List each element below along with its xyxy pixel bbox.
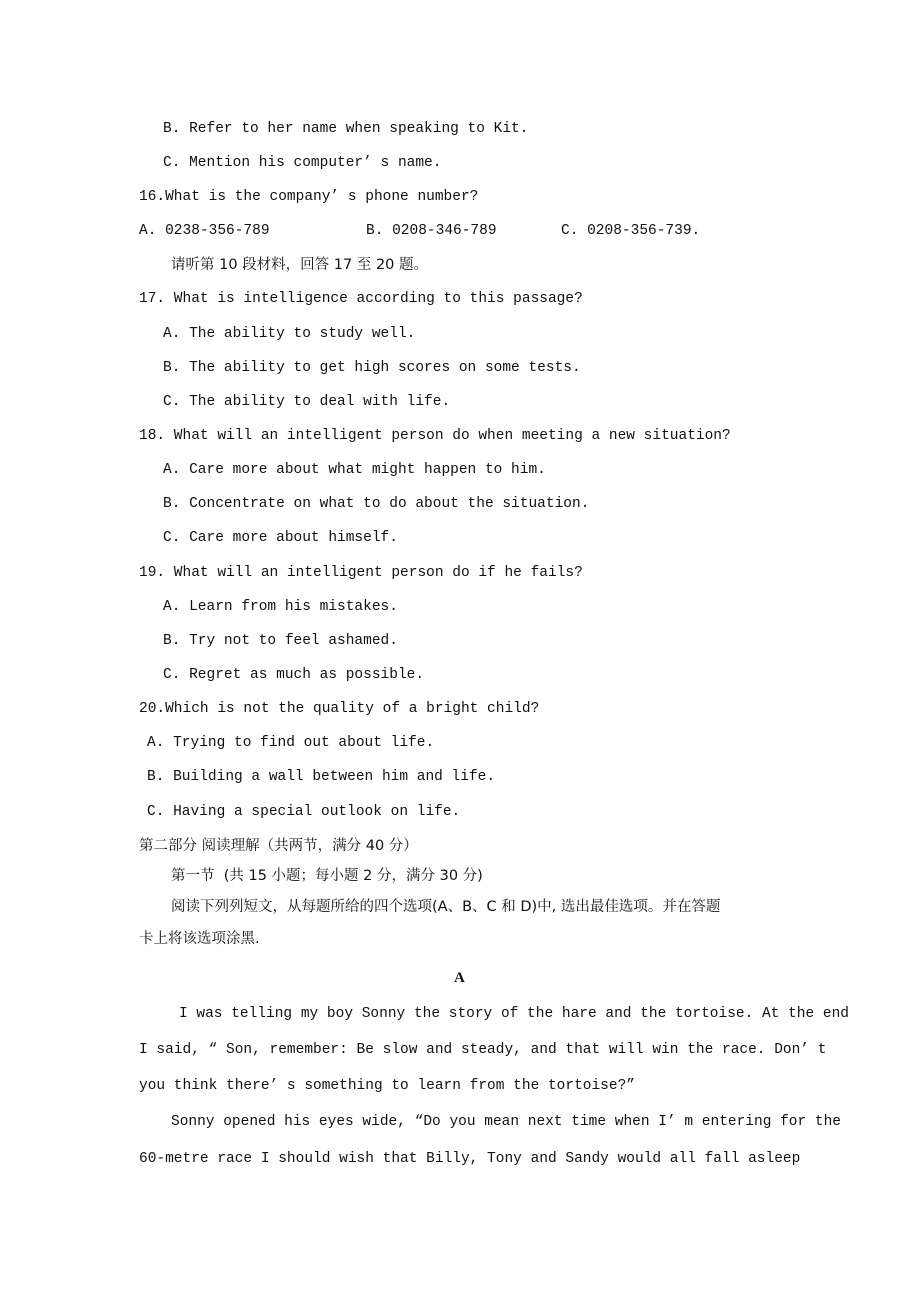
q16-question: 16.What is the company’ s phone number? — [139, 189, 479, 205]
part2-heading: 第二部分 阅读理解（共两节，满分 40 分） — [139, 838, 418, 854]
q18-question: 18. What will an intelligent person do when meeting a new situation? — [139, 428, 731, 444]
passage-line-5: 60-metre race I should wish that Billy, Tony and Sandy would all fall asleep — [139, 1151, 801, 1167]
q18-option-b: B. Concentrate on what to do about the situation. — [163, 496, 590, 512]
passage-line-3: you think there’ s something to learn from the tortoise?” — [139, 1078, 635, 1094]
directions-line-1: 阅读下列列短文，从每题所给的四个选项(A、B、C 和 D)中, 选出最佳选项。并在答题 — [171, 899, 721, 915]
q19-question: 19. What will an intelligent person do if he fails? — [139, 565, 583, 581]
passage-title: A — [454, 970, 465, 986]
q20-option-b: B. Building a wall between him and life. — [147, 769, 496, 785]
q15-option-c: C. Mention his computer’ s name. — [163, 155, 442, 171]
q19-option-b: B. Try not to feel ashamed. — [163, 633, 398, 649]
q17-option-a: A. The ability to study well. — [163, 326, 416, 342]
q17-option-c: C. The ability to deal with life. — [163, 394, 451, 410]
q18-option-a: A. Care more about what might happen to him. — [163, 462, 546, 478]
q17-option-b: B. The ability to get high scores on some tests. — [163, 360, 581, 376]
q17-question: 17. What is intelligence according to this passage? — [139, 291, 583, 307]
q16-option-a: A. 0238-356-789 — [139, 223, 270, 239]
passage-line-4: Sonny opened his eyes wide, “Do you mean next time when I’ m entering for the — [171, 1114, 842, 1130]
q20-option-c: C. Having a special outlook on life. — [147, 804, 461, 820]
passage-line-1: I was telling my boy Sonny the story of the hare and the tortoise. At the end — [179, 1006, 850, 1022]
q18-option-c: C. Care more about himself. — [163, 530, 398, 546]
q20-option-a: A. Trying to find out about life. — [147, 735, 435, 751]
q16-option-b: B. 0208-346-789 — [366, 223, 497, 239]
q19-option-a: A. Learn from his mistakes. — [163, 599, 398, 615]
q20-question: 20.Which is not the quality of a bright child? — [139, 701, 540, 717]
passage-line-2: I said, “ Son, remember: Be slow and steady, and that will win the race. Don’ t — [139, 1042, 827, 1058]
directions-line-2: 卡上将该选项涂黑. — [139, 931, 260, 947]
section1-heading: 第一节 (共 15 小题；每小题 2 分，满分 30 分) — [171, 868, 483, 884]
instruction-section-10: 请听第 10 段材料，回答 17 至 20 题。 — [171, 257, 429, 273]
q16-option-c: C. 0208-356-739. — [561, 223, 701, 239]
q19-option-c: C. Regret as much as possible. — [163, 667, 425, 683]
q15-option-b: B. Refer to her name when speaking to Kit. — [163, 121, 529, 137]
